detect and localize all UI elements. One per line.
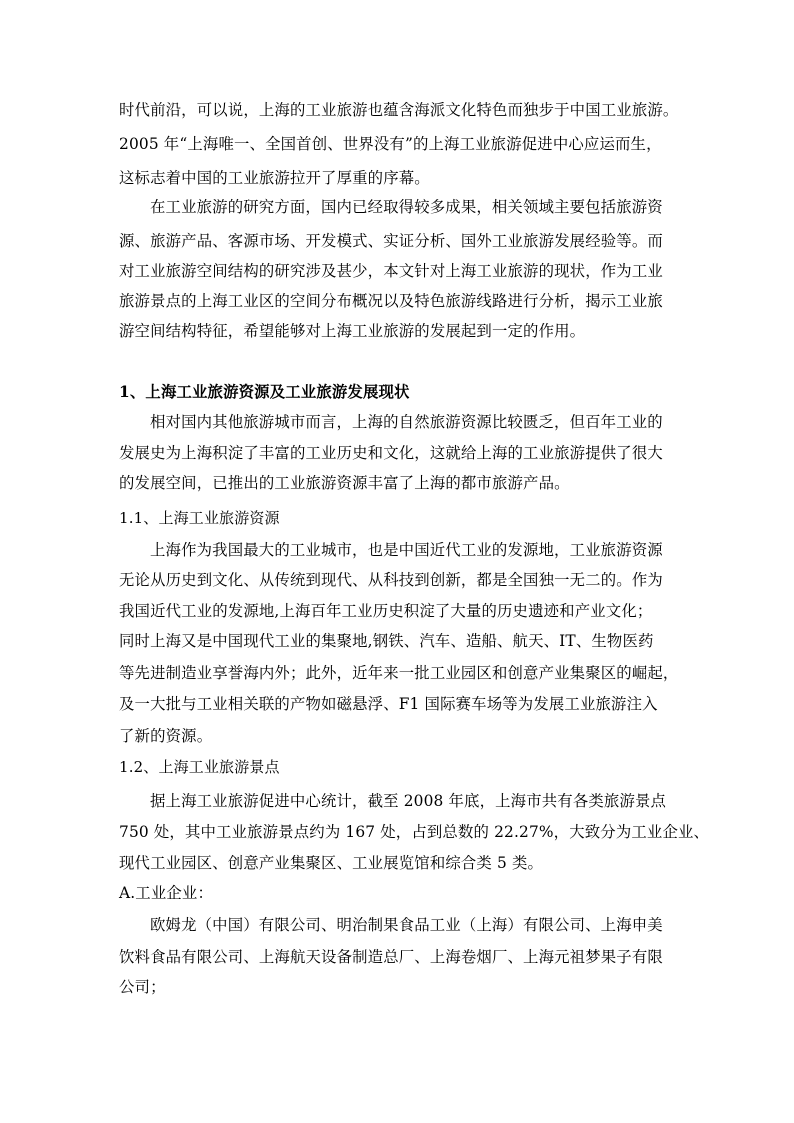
paragraph-line: 源、旅游产品、客源市场、开发模式、实证分析、国外工业旅游发展经验等。而: [119, 232, 663, 250]
paragraph-line: 2005 年“上海唯一、全国首创、世界没有”的上海工业旅游促进中心应运而生，: [119, 135, 662, 153]
paragraph-line: 等先进制造业享誉海内外；此外，近年来一批工业园区和创意产业集聚区的崛起，: [119, 664, 679, 682]
paragraph-line: 公司；: [119, 978, 166, 996]
subsection-heading: 1.1、上海工业旅游资源: [119, 509, 280, 527]
paragraph-line: 时代前沿，可以说，上海的工业旅游也蕴含海派文化特色而独步于中国工业旅游。: [119, 101, 679, 119]
paragraph-line: 这标志着中国的工业旅游拉开了厚重的序幕。: [119, 169, 430, 187]
paragraph-line: 及一大批与工业相关联的产物如磁悬浮、F1 国际赛车场等为发展工业旅游注入: [119, 695, 658, 713]
paragraph-line: 相对国内其他旅游城市而言，上海的自然旅游资源比较匮乏，但百年工业的: [150, 413, 663, 431]
paragraph-line: 了新的资源。: [119, 727, 213, 745]
paragraph-line: 欧姆龙（中国）有限公司、明治制果食品工业（上海）有限公司、上海申美: [150, 916, 663, 934]
paragraph-line: 在工业旅游的研究方面，国内已经取得较多成果，相关领域主要包括旅游资: [150, 198, 663, 216]
list-heading: A.工业企业：: [119, 884, 214, 902]
paragraph-line: 750 处，其中工业旅游景点约为 167 处，占到总数的 22.27%，大致分为工业企业、: [119, 823, 710, 841]
paragraph-line: 据上海工业旅游促进中心统计，截至 2008 年底，上海市共有各类旅游景点: [150, 792, 667, 810]
paragraph-line: 同时上海又是中国现代工业的集聚地,钢铁、汽车、造船、航天、IT、生物医药: [119, 632, 654, 650]
paragraph-line: 无论从历史到文化、从传统到现代、从科技到创新，都是全国独一无二的。作为: [119, 571, 663, 589]
paragraph-line: 现代工业园区、创意产业集聚区、工业展览馆和综合类 5 类。: [119, 854, 544, 872]
paragraph-line: 游空间结构特征，希望能够对上海工业旅游的发展起到一定的作用。: [119, 322, 586, 340]
paragraph-line: 的发展空间，已推出的工业旅游资源丰富了上海的都市旅游产品。: [119, 474, 570, 492]
paragraph-line: 旅游景点的上海工业区的空间分布概况以及特色旅游线路进行分析，揭示工业旅: [119, 292, 663, 310]
paragraph-line: 饮料食品有限公司、上海航天设备制造总厂、上海卷烟厂、上海元祖梦果子有限: [119, 948, 663, 966]
subsection-heading: 1.2、上海工业旅游景点: [119, 758, 280, 776]
section-heading: 1、上海工业旅游资源及工业旅游发展现状: [119, 383, 410, 401]
paragraph-line: 对工业旅游空间结构的研究涉及甚少，本文针对上海工业旅游的现状，作为工业: [119, 262, 663, 280]
paragraph-line: 上海作为我国最大的工业城市，也是中国近代工业的发源地，工业旅游资源: [150, 541, 663, 559]
paragraph-line: 我国近代工业的发源地,上海百年工业历史积淀了大量的历史遗迹和产业文化；: [119, 602, 653, 620]
paragraph-line: 发展史为上海积淀了丰富的工业历史和文化，这就给上海的工业旅游提供了很大: [119, 444, 663, 462]
